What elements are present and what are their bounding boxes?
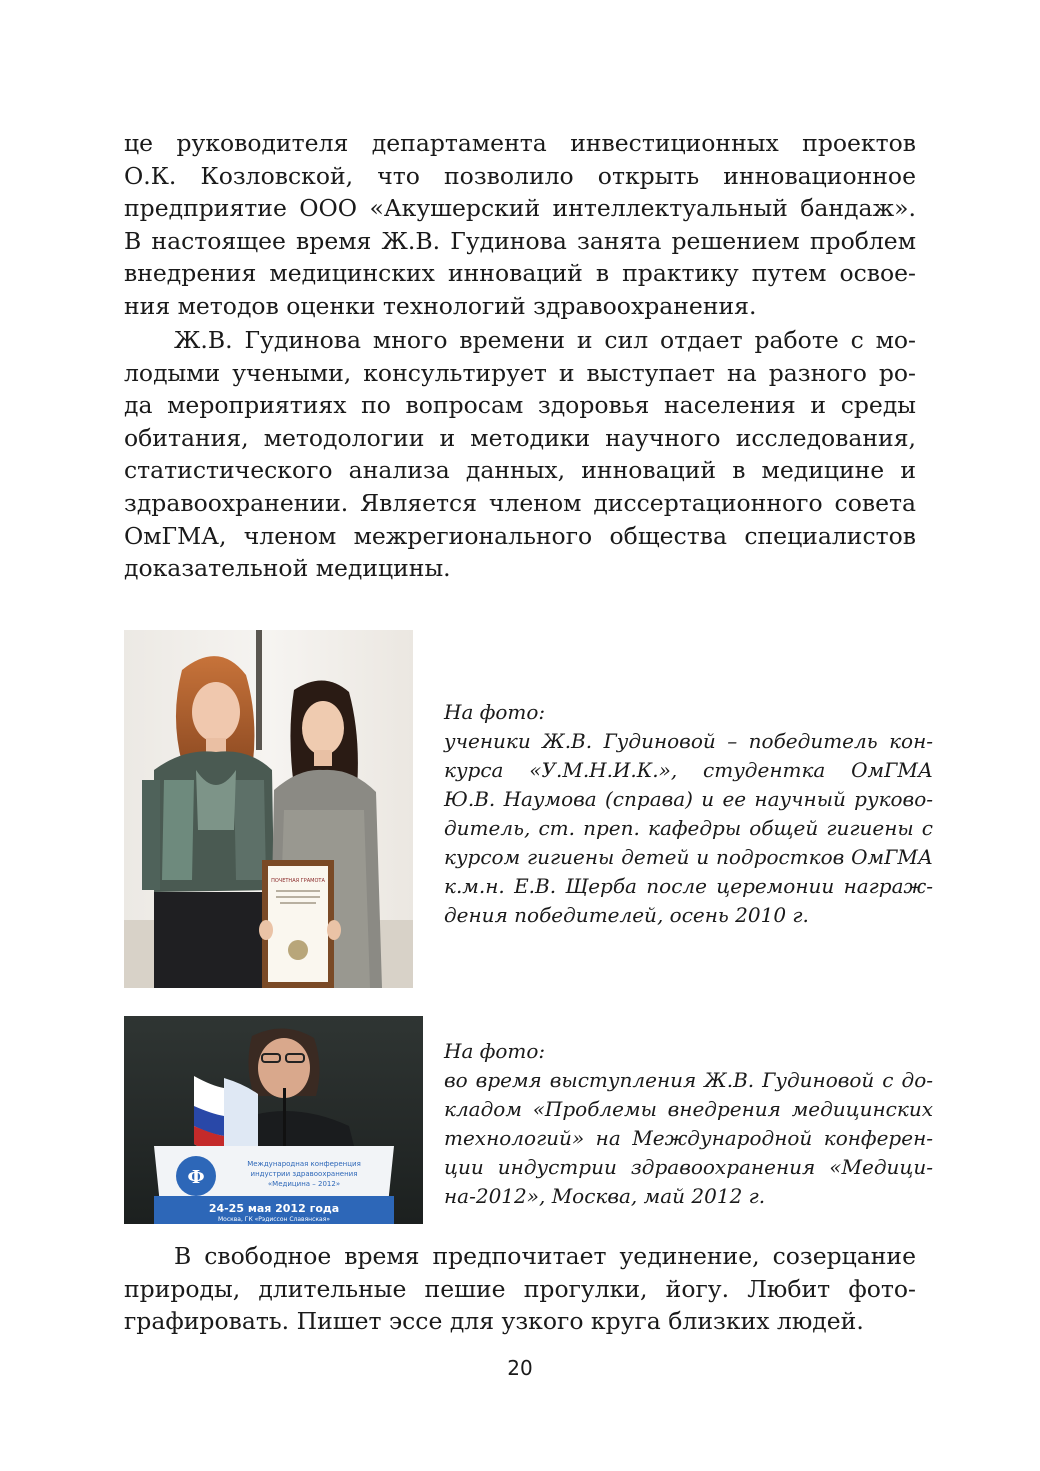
banner-dates: 24-25 мая 2012 года	[208, 1202, 340, 1215]
text-line: здравоохранении. Является членом диссертационного совета	[124, 488, 916, 517]
caption-line: курсом гигиены детей и подростков ОмГМА	[444, 845, 933, 869]
caption-line: на-2012», Москва, май 2012 г.	[444, 1184, 766, 1208]
paragraph-3	[124, 1240, 916, 1338]
page-number: 20	[507, 1356, 533, 1380]
caption-line: к.м.н. Е.В. Щерба после церемонии награж-	[444, 874, 933, 898]
text-line: внедрения медицинских инноваций в практику путем освое-	[124, 259, 916, 288]
banner-line-3: «Медицина – 2012»	[267, 1180, 341, 1188]
caption-line: во время выступления Ж.В. Гудиновой с до-	[444, 1068, 933, 1092]
svg-text:Ф: Ф	[187, 1167, 205, 1188]
caption-line: кладом «Проблемы внедрения медицинских	[444, 1097, 933, 1121]
text-line: природы, длительные пешие прогулки, йогу. Любит фото-	[124, 1274, 916, 1303]
banner-line-1: Международная конференция	[247, 1160, 361, 1168]
photo-illustration	[124, 1016, 423, 1224]
text-line: доказательной медицины.	[124, 554, 451, 583]
photo-caption-1	[444, 698, 933, 930]
text-line: статистического анализа данных, инноваций в медицине и	[124, 456, 916, 485]
text-line: графировать. Пишет эссе для узкого круга близких людей.	[124, 1307, 864, 1336]
text-line: ния методов оценки технологий здравоохранения.	[124, 291, 757, 320]
text-line: предприятие ООО «Акушерский интеллектуальный бандаж».	[124, 194, 916, 223]
banner-place: Москва, ГК «Рэдиссон Славянская»	[217, 1216, 331, 1223]
caption-line: Ю.В. Наумова (справа) и ее научный руково-	[444, 787, 933, 811]
caption-line: ученики Ж.В. Гудиновой – победитель кон-	[444, 729, 933, 753]
text-line: лодыми учеными, консультирует и выступает на разного ро-	[124, 358, 916, 387]
caption-line: ции индустрии здравоохранения «Медици-	[444, 1155, 933, 1179]
text-line: В свободное время предпочитает уединение, созерцание	[174, 1242, 916, 1270]
banner-line-2: индустрии здравоохранения	[250, 1170, 358, 1178]
caption-heading: На фото:	[444, 1039, 546, 1063]
text-line: О.К. Козловской, что позволило открыть инновационное	[124, 161, 916, 190]
text-line: це руководителя департамента инвестиционных проектов	[124, 129, 916, 157]
certificate-heading: ПОЧЕТНАЯ ГРАМОТА	[271, 878, 325, 884]
photo-illustration	[124, 630, 413, 988]
caption-line: курса «У.М.Н.И.К.», студентка ОмГМА	[444, 758, 933, 782]
photo-caption-2	[444, 1037, 933, 1211]
text-line: В настоящее время Ж.В. Гудинова занята решением проблем	[124, 226, 916, 255]
caption-line: дения победителей, осень 2010 г.	[444, 903, 809, 927]
text-line: ОмГМА, членом межрегионального общества специалистов	[124, 521, 916, 550]
text-line: Ж.В. Гудинова много времени и сил отдает работе с мо-	[174, 326, 916, 354]
paragraph-1	[124, 127, 916, 323]
caption-line: дитель, ст. преп. кафедры общей гигиены с	[444, 816, 933, 840]
text-line: да мероприятиях по вопросам здоровья населения и среды	[124, 391, 916, 420]
caption-line: технологий» на Международной конферен-	[444, 1126, 933, 1150]
photo-conference-speech	[124, 1016, 423, 1224]
caption-heading: На фото:	[444, 700, 546, 724]
paragraph-2	[124, 324, 916, 585]
text-line: обитания, методологии и методики научного исследования,	[124, 423, 916, 452]
photo-award-ceremony	[124, 630, 413, 988]
